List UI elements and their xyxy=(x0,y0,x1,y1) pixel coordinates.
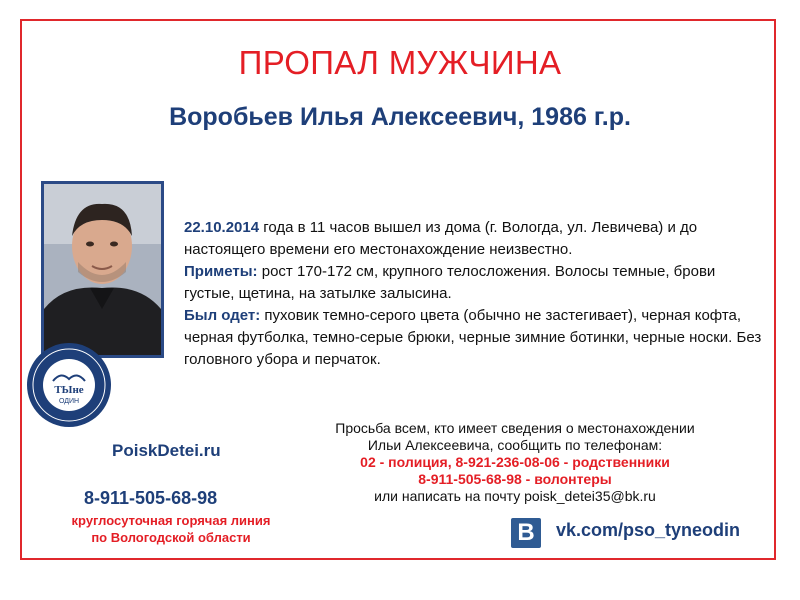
description-para1 xyxy=(184,217,769,261)
description-signs xyxy=(184,261,769,305)
clothes-label: Был одет: xyxy=(184,307,261,324)
request-line1: Просьба всем, кто имеет сведения о местонахождении xyxy=(335,420,695,436)
poster-title: ПРОПАЛ МУЖЧИНА xyxy=(238,44,562,81)
request-volunteers: 8-911-505-68-98 - волонтеры xyxy=(418,471,612,487)
signs-label: Приметы: xyxy=(184,263,258,280)
logo-text-small: ОДИН xyxy=(58,398,80,405)
description-para1-text: года в 11 часов вышел из дома (г. Вологда, ул. Левичева) и до настоящего времени его местонахождение неизвестно. xyxy=(184,219,698,258)
request-email: или написать на почту poisk_detei35@bk.ru xyxy=(374,488,656,504)
missing-person-name: Воробьев Илья Алексеевич, 1986 г.р. xyxy=(169,103,631,131)
person-photo xyxy=(41,181,164,358)
description-clothes xyxy=(184,305,769,371)
missing-date: 22.10.2014 xyxy=(184,219,260,236)
contact-request xyxy=(290,420,740,505)
description-block xyxy=(184,217,769,371)
clothes-text: пуховик темно-серого цвета (обычно не застегивает), черная кофта, черная футболка, темно-серые брюки, черные зимние ботинки, черные носки. Без головного убора и перчаток. xyxy=(184,307,762,368)
logo-text-big: ТЫне xyxy=(54,384,84,396)
hotline-phone[interactable]: 8-911-505-68-98 xyxy=(84,488,218,508)
volunteer-org-logo xyxy=(25,341,113,429)
vk-link[interactable]: vk.com/pso_tyneodin xyxy=(556,520,741,540)
hotline-line2: по Вологодской области xyxy=(91,530,251,545)
hotline-caption xyxy=(36,512,306,546)
request-phones: 02 - полиция, 8-921-236-08-06 - родственники xyxy=(360,454,670,470)
hotline-line1: круглосуточная горячая линия xyxy=(71,513,271,528)
vk-icon[interactable]: B xyxy=(511,518,541,548)
request-line2: Ильи Алексеевича, сообщить по телефонам: xyxy=(367,437,663,453)
signs-text: рост 170-172 см, крупного телосложения. Волосы темные, брови густые, щетина, на затылке залысина. xyxy=(184,263,716,302)
website-link[interactable]: PoiskDetei.ru xyxy=(112,441,221,460)
